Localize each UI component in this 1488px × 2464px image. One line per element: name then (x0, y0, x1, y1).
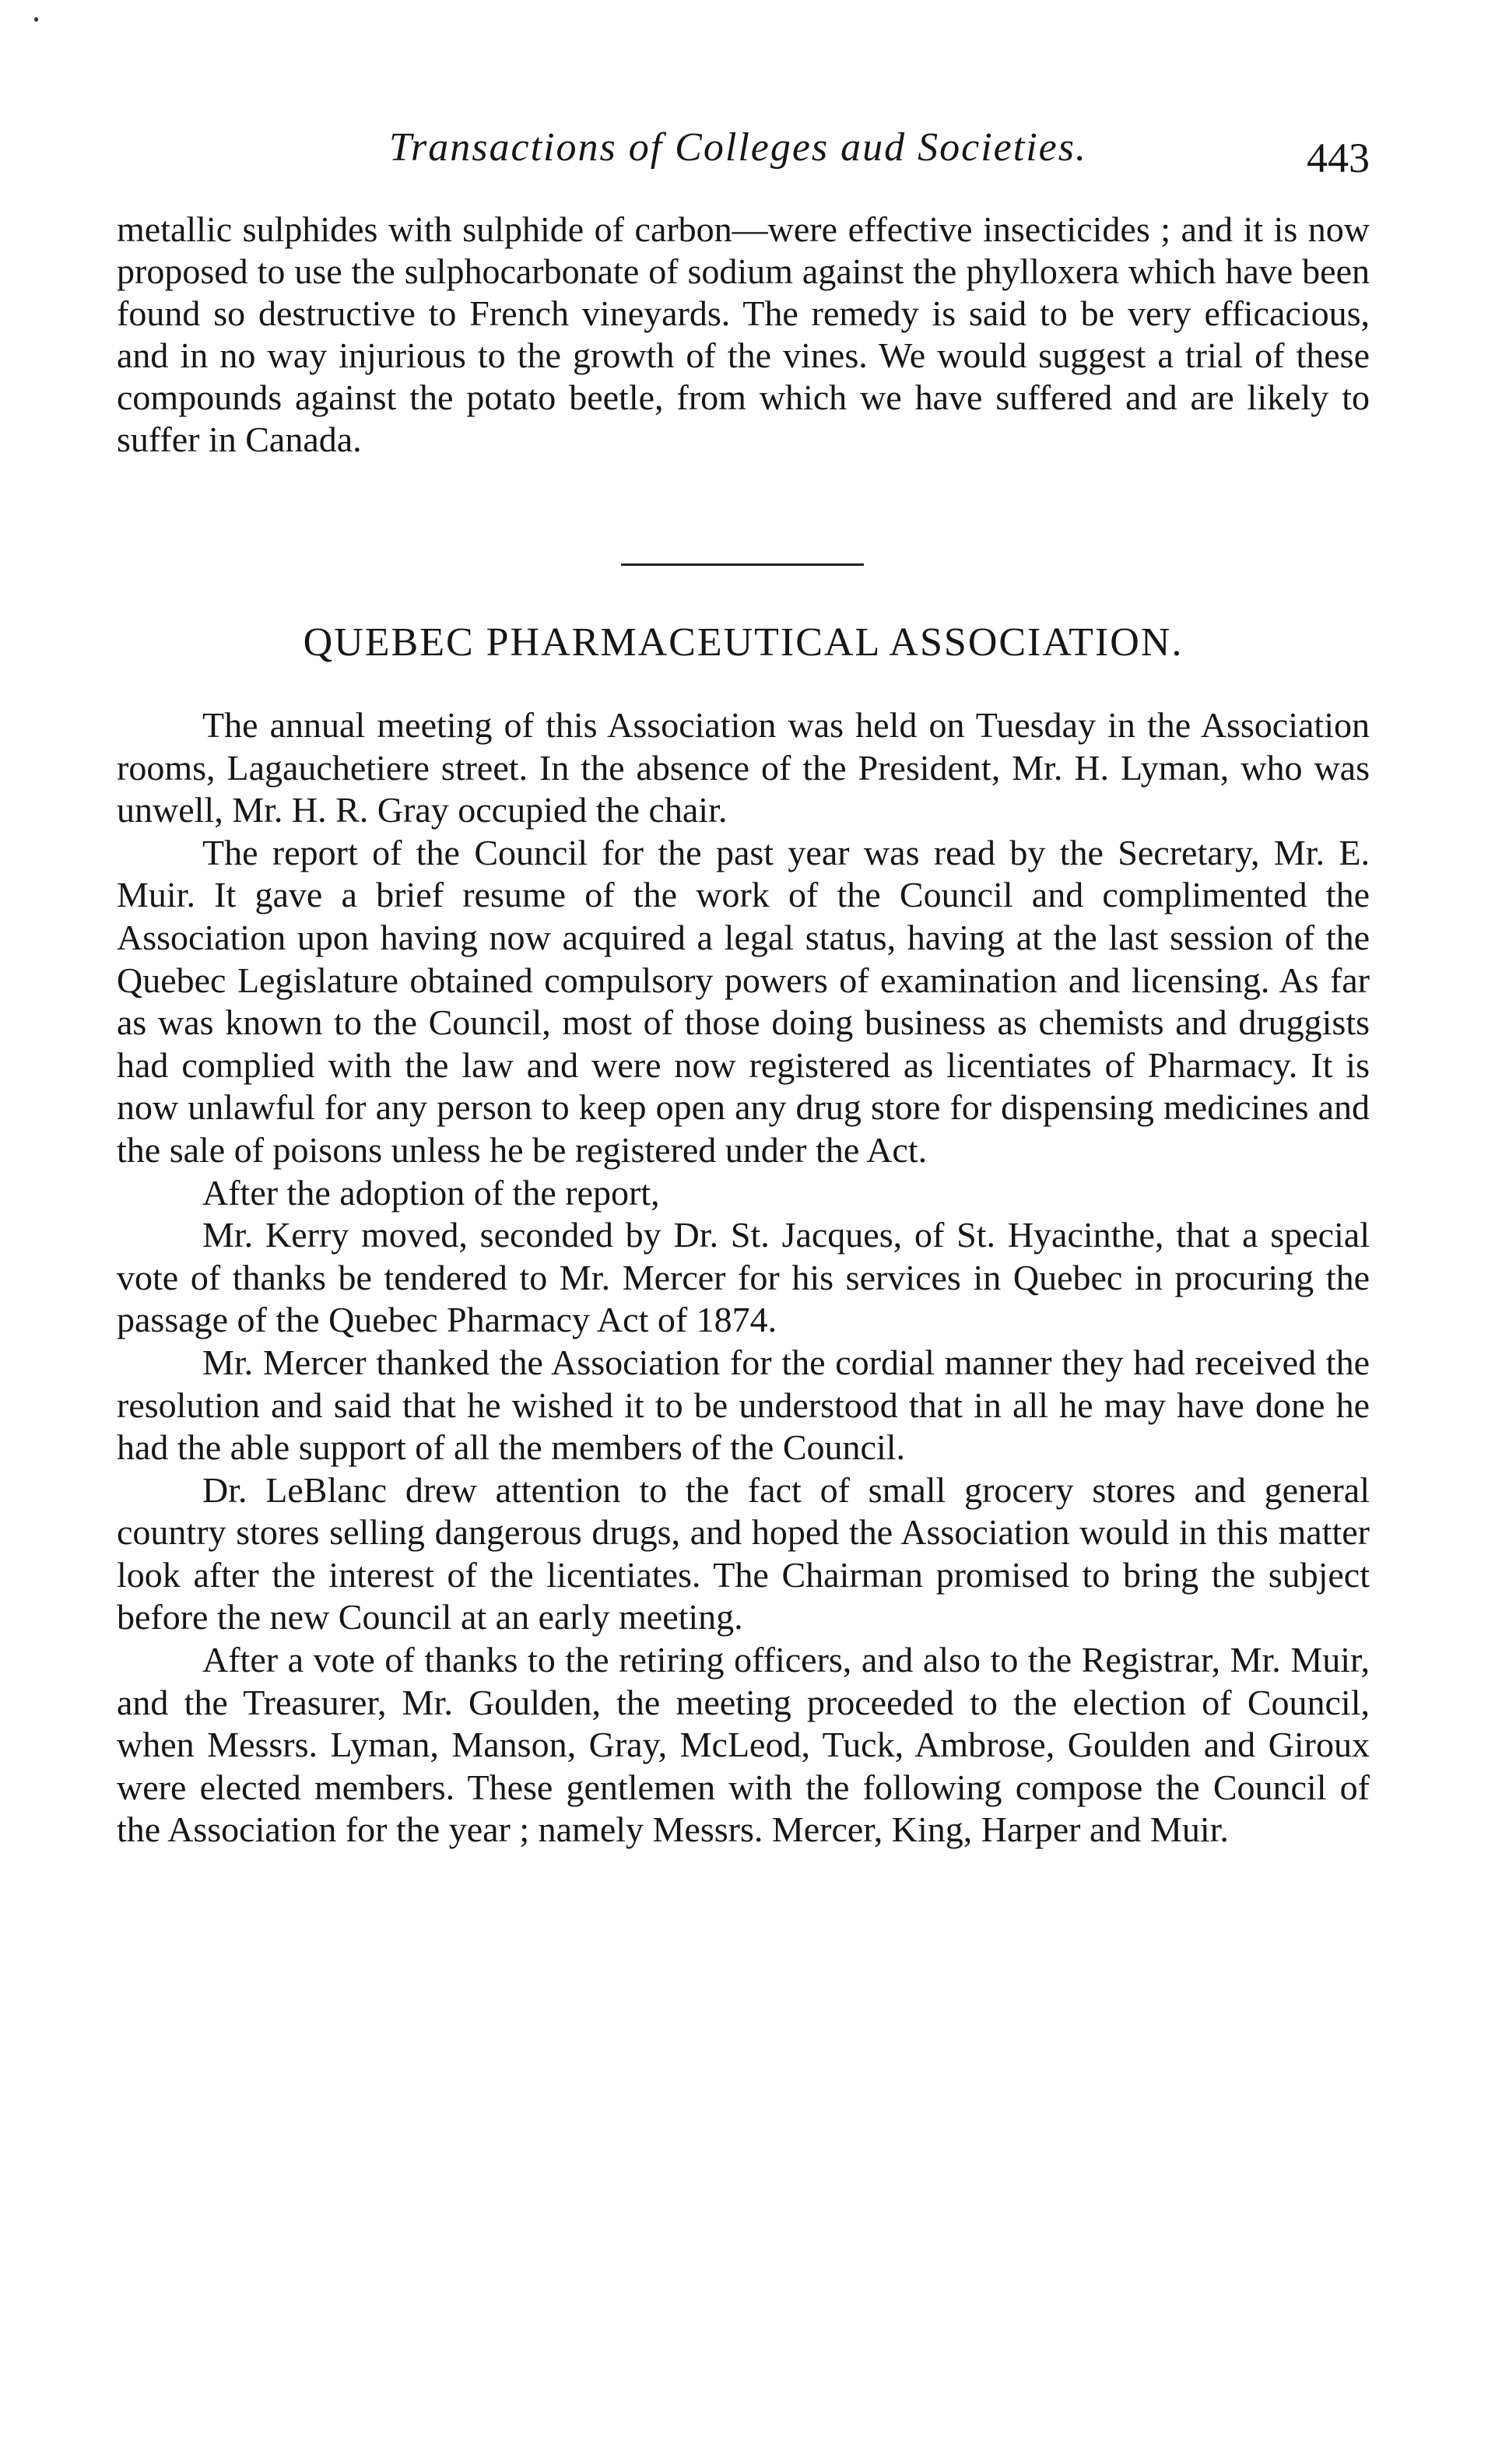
paragraph-kerry-motion: Mr. Kerry moved, seconded by Dr. St. Jacques, of St. Hyacinthe, that a special vote of thanks be tendered to Mr. Mercer for his services in Quebec in procuring the passage of the Quebec Pharmacy Act of 1874. (117, 1215, 1370, 1340)
page-number: 443 (1307, 135, 1370, 181)
paragraph-adoption: After the adoption of the report, (202, 1172, 660, 1213)
paragraph-leblanc: Dr. LeBlanc drew attention to the fact of small grocery stores and general country stores selling dangerous drugs, and hoped the Association would in this matter look after the interest of the licentiates. The Chairman promised to bring the subject before the new Council at an early meeting. (117, 1469, 1370, 1637)
section-divider (621, 563, 864, 566)
paragraph-annual-meeting: The annual meeting of this Association was held on Tuesday in the Association rooms, Lagauchetiere street. In the absence of the President, Mr. H. Lyman, who was unwell, Mr. H. R. Gray occupied the chair. (117, 705, 1370, 830)
paragraph-election: After a vote of thanks to the retiring officers, and also to the Registrar, Mr. Muir, and the Treasurer, Mr. Goulden, the meeting proceeded to the election of Council, when Messrs. Lyman, Manson, Gray, McLeod, Tuck, Ambrose, Goulden and Giroux were elected members. These gentlemen with the following compose the Council of the Association for the year ; namely Messrs. Mercer, King, Harper and Muir. (117, 1640, 1370, 1850)
intro-paragraph: metallic sulphides with sulphide of carbon—were effective insecticides ; and it is now proposed to use the sulphocarbonate of sodium against the phylloxera which have been found so destructive to French vineyards. The remedy is said to be very efficacious, and in no way injurious to the growth of the vines. We would suggest a trial of these compounds against the potato beetle, from which we have suffered and are likely to suffer in Canada. (117, 209, 1370, 459)
running-title: Transactions of Colleges aud Societies. (389, 125, 1087, 170)
running-head (117, 121, 1370, 181)
paragraph-council-report: The report of the Council for the past year was read by the Secretary, Mr. E. Muir. It gave a brief resume of the work of the Council and complimented the Association upon having now acquired a legal status, having at the last session of the Quebec Legislature obtained compulsory powers of examination and licensing. As far as was known to the Council, most of those doing business as chemists and druggists had complied with the law and were now registered as licentiates of Pharmacy. It is now unlawful for any person to keep open any drug store for dispensing medicines and the sale of poisons unless he be registered under the Act. (117, 832, 1370, 1170)
paragraph-mercer-thanks: Mr. Mercer thanked the Association for the cordial manner they had received the resolution and said that he wished it to be understood that in all he may have done he had the able support of all the members of the Council. (117, 1342, 1370, 1468)
continued-text (117, 209, 1370, 461)
section-body (117, 704, 1370, 1852)
stray-ink-mark (34, 17, 38, 22)
section-heading: QUEBEC PHARMACEUTICAL ASSOCIATION. (303, 620, 1184, 665)
